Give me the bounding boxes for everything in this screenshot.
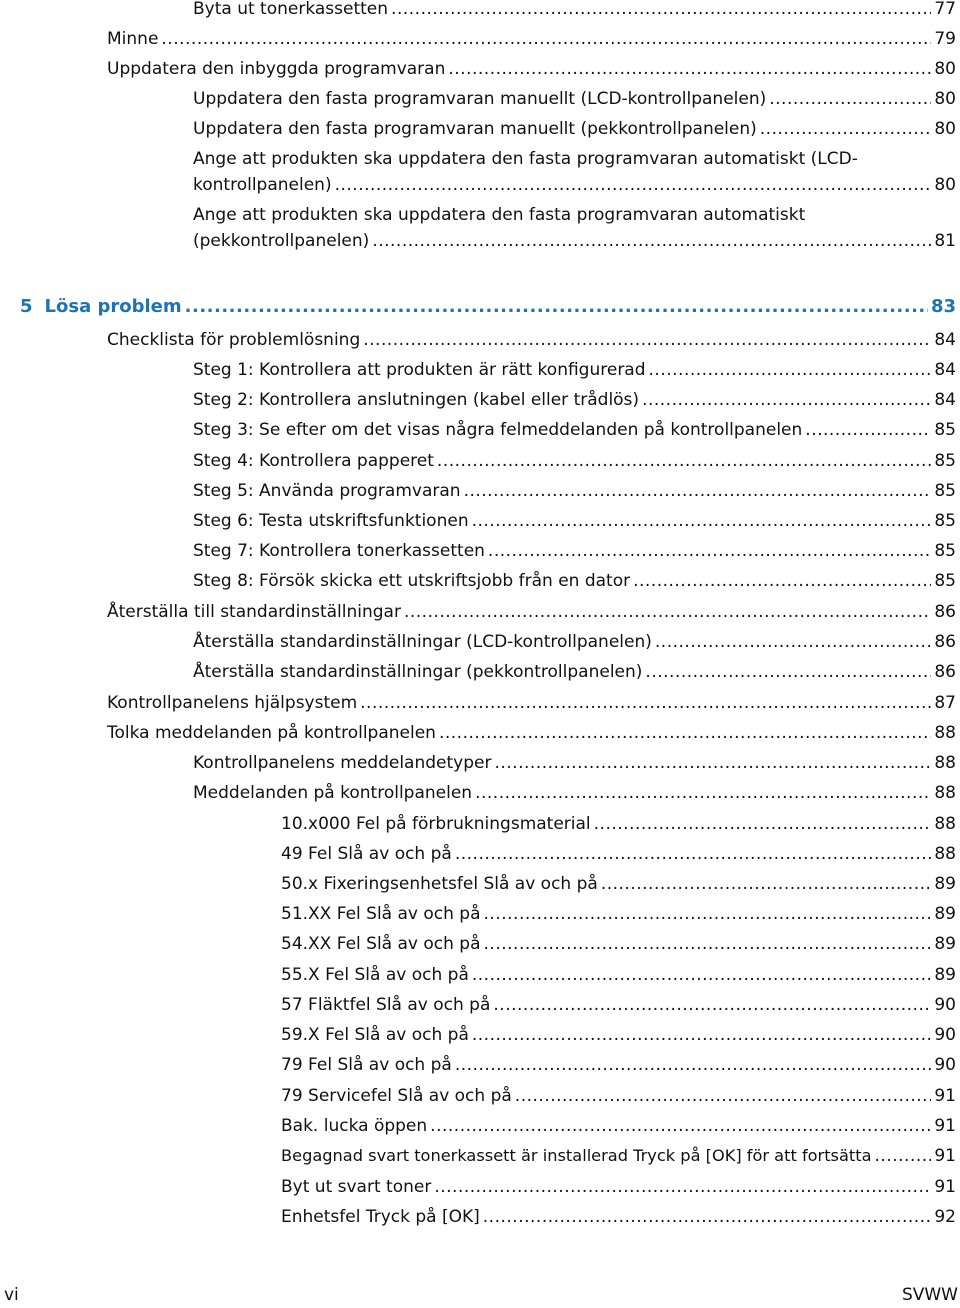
toc-entry[interactable] [193, 627, 956, 657]
toc-entry[interactable] [193, 114, 956, 144]
toc-leader-dots [464, 476, 932, 506]
toc-leader-dots [430, 1111, 931, 1141]
toc-leader-dots [363, 325, 931, 355]
toc-page-number: 88 [934, 783, 956, 803]
footer-page-number: vi [4, 1285, 19, 1305]
toc-entry[interactable] [281, 960, 956, 990]
toc-entry[interactable] [281, 869, 956, 899]
toc-page-number: 90 [934, 995, 956, 1015]
toc-entry[interactable] [193, 385, 956, 415]
toc-leader-dots [185, 292, 928, 322]
toc-page-number: 80 [934, 89, 956, 109]
toc-page-number: 89 [934, 874, 956, 894]
toc-leader-dots [760, 114, 932, 144]
toc-leader-dots [484, 929, 932, 959]
toc-page-number: 77 [934, 0, 956, 19]
toc-leader-dots [655, 627, 931, 657]
toc-entry[interactable] [107, 597, 956, 627]
toc-entry[interactable] [107, 24, 956, 54]
toc-entry-text: Steg 7: Kontrollera tonerkassetten [193, 541, 485, 561]
toc-entry[interactable] [281, 1172, 956, 1202]
toc-page-number: 85 [934, 541, 956, 561]
toc-entry[interactable] [193, 355, 956, 385]
toc-leader-dots [594, 809, 932, 839]
toc-entry-text: 54.XX Fel Slå av och på [281, 934, 481, 954]
toc-entry-text: (pekkontrollpanelen) [193, 231, 370, 251]
toc-leader-dots [437, 446, 931, 476]
toc-leader-dots [335, 170, 932, 200]
toc-leader-dots [391, 0, 931, 24]
toc-page-number: 87 [934, 693, 956, 713]
toc-page-number: 85 [934, 511, 956, 531]
toc-leader-dots [439, 718, 931, 748]
chapter-number: 5 [20, 296, 33, 317]
toc-page-number: 91 [934, 1116, 956, 1136]
toc-page-number: 86 [934, 602, 956, 622]
toc-entry[interactable] [107, 688, 956, 718]
toc-entry[interactable] [281, 1111, 956, 1141]
toc-page-number: 88 [934, 753, 956, 773]
toc-page-number: 80 [934, 59, 956, 79]
toc-entry[interactable] [107, 325, 956, 355]
toc-page-number: 85 [934, 481, 956, 501]
toc-entry-text: 55.X Fel Slå av och på [281, 965, 469, 985]
toc-leader-dots [649, 355, 932, 385]
toc-entry-text: Checklista för problemlösning [107, 330, 361, 350]
toc-entry-text: Steg 8: Försök skicka ett utskriftsjobb från en dator [193, 571, 631, 591]
toc-page-number: 89 [934, 965, 956, 985]
toc-entry[interactable] [193, 506, 956, 536]
toc-leader-dots [472, 1020, 931, 1050]
toc-leader-dots [484, 899, 932, 929]
toc-entry-text: 50.x Fixeringsenhetsfel Slå av och på [281, 874, 598, 894]
toc-leader-dots [455, 1050, 932, 1080]
toc-entry-text: Steg 3: Se efter om det visas några felmeddelanden på kontrollpanelen [193, 420, 803, 440]
toc-leader-dots [360, 688, 931, 718]
toc-page-number: 89 [934, 904, 956, 924]
toc-entry-text: Bak. lucka öppen [281, 1116, 428, 1136]
toc-page-number: 81 [934, 231, 956, 251]
toc-leader-dots [404, 597, 931, 627]
toc-leader-dots [493, 990, 931, 1020]
toc-entry-text: Steg 2: Kontrollera anslutningen (kabel eller trådlös) [193, 390, 640, 410]
toc-entry[interactable] [193, 748, 956, 778]
toc-page-number: 88 [934, 844, 956, 864]
toc-entry-text: Meddelanden på kontrollpanelen [193, 783, 473, 803]
toc-entry[interactable] [193, 536, 956, 566]
toc-page-number: 85 [934, 451, 956, 471]
toc-page-number: 92 [934, 1207, 956, 1227]
toc-page-number: 88 [934, 814, 956, 834]
toc-entry[interactable] [281, 990, 956, 1020]
toc-entry-text: 49 Fel Slå av och på [281, 844, 452, 864]
toc-chapter-heading[interactable] [20, 292, 956, 322]
toc-entry-text: Återställa standardinställningar (pekkontrollpanelen) [193, 662, 643, 682]
toc-entry-text: Steg 1: Kontrollera att produkten är rätt konfigurerad [193, 360, 646, 380]
toc-page-number: 89 [934, 934, 956, 954]
toc-entry-text: Enhetsfel Tryck på [OK] [281, 1207, 480, 1227]
toc-entry[interactable] [193, 778, 956, 808]
toc-entry[interactable] [193, 566, 956, 596]
toc-leader-dots [161, 24, 931, 54]
toc-entry-text: Lösa problem [44, 296, 182, 317]
toc-entry[interactable] [193, 226, 956, 256]
toc-entry-text: Tolka meddelanden på kontrollpanelen [107, 723, 436, 743]
toc-page-number: 85 [934, 420, 956, 440]
toc-entry-text: Byta ut tonerkassetten [193, 0, 389, 19]
toc-leader-dots [633, 566, 931, 596]
toc-page-number: 91 [934, 1177, 956, 1197]
toc-entry-text: Återställa till standardinställningar [107, 602, 401, 622]
footer-doc-code: SVWW [901, 1285, 958, 1305]
toc-page-number: 84 [934, 330, 956, 350]
toc-page-number: 85 [934, 571, 956, 591]
toc-entry-text: Återställa standardinställningar (LCD-kontrollpanelen) [193, 632, 652, 652]
toc-page-number: 80 [934, 119, 956, 139]
toc-entry-text: 79 Fel Slå av och på [281, 1055, 452, 1075]
toc-entry[interactable] [107, 718, 956, 748]
toc-entry-text: Kontrollpanelens hjälpsystem [107, 693, 358, 713]
toc-entry-text: Byt ut svart toner [281, 1177, 432, 1197]
toc-leader-dots [434, 1172, 931, 1202]
toc-page-number: 90 [934, 1025, 956, 1045]
toc-leader-dots [515, 1081, 932, 1111]
toc-entry-text: Uppdatera den inbyggda programvaran [107, 59, 446, 79]
toc-page-number: 83 [930, 296, 956, 317]
toc-leader-dots [642, 385, 931, 415]
toc-page-number: 91 [934, 1146, 956, 1166]
toc-entry-text: Steg 6: Testa utskriftsfunktionen [193, 511, 469, 531]
toc-entry-text: Uppdatera den fasta programvaran manuellt (pekkontrollpanelen) [193, 119, 757, 139]
toc-leader-dots [601, 869, 932, 899]
toc-entry[interactable] [193, 170, 956, 200]
toc-entry-text: Steg 4: Kontrollera papperet [193, 451, 434, 471]
toc-entry-text: Steg 5: Använda programvaran [193, 481, 461, 501]
toc-leader-dots [472, 960, 931, 990]
toc-page-number: 88 [934, 723, 956, 743]
toc-entry[interactable] [281, 839, 956, 869]
toc-entry-text: Begagnad svart tonerkassett är installerad Tryck på [OK] för att fortsätta [281, 1146, 872, 1165]
toc-entry[interactable] [281, 1141, 956, 1171]
toc-entry-text: 59.X Fel Slå av och på [281, 1025, 469, 1045]
toc-entry-text: 10.x000 Fel på förbrukningsmaterial [281, 814, 591, 834]
toc-leader-dots [475, 778, 931, 808]
toc-leader-dots [645, 657, 931, 687]
toc-entry[interactable] [281, 809, 956, 839]
toc-entry-text: 79 Servicefel Slå av och på [281, 1086, 512, 1106]
toc-leader-dots [488, 536, 931, 566]
toc-page-number: 86 [934, 632, 956, 652]
toc-leader-dots [483, 1202, 932, 1232]
toc-leader-dots [494, 748, 931, 778]
toc-leader-dots [372, 226, 931, 256]
toc-leader-dots [805, 415, 931, 445]
toc-page-number: 91 [934, 1086, 956, 1106]
toc-entry[interactable] [193, 446, 956, 476]
toc-entry-text: 51.XX Fel Slå av och på [281, 904, 481, 924]
toc-entry-text-line1[interactable]: Ange att produkten ska uppdatera den fasta programvaran automatiskt [193, 205, 806, 225]
toc-entry[interactable] [281, 1050, 956, 1080]
toc-leader-dots [472, 506, 932, 536]
toc-entry-text: Kontrollpanelens meddelandetyper [193, 753, 492, 773]
toc-entry[interactable] [281, 899, 956, 929]
toc-entry-text: Uppdatera den fasta programvaran manuellt (LCD-kontrollpanelen) [193, 89, 767, 109]
toc-entry[interactable] [281, 929, 956, 959]
toc-page-number: 84 [934, 360, 956, 380]
toc-entry-text: Minne [107, 29, 159, 49]
toc-entry[interactable] [193, 657, 956, 687]
toc-entry-text: kontrollpanelen) [193, 175, 332, 195]
toc-entry-text-line1[interactable]: Ange att produkten ska uppdatera den fasta programvaran automatiskt (LCD- [193, 149, 858, 169]
toc-page-number: 80 [934, 175, 956, 195]
toc-leader-dots [448, 54, 931, 84]
toc-page-number: 90 [934, 1055, 956, 1075]
toc-entry[interactable] [281, 1020, 956, 1050]
toc-entry[interactable] [193, 415, 956, 445]
toc-page-number: 86 [934, 662, 956, 682]
toc-entry[interactable] [193, 84, 956, 114]
toc-entry[interactable] [107, 54, 956, 84]
toc-entry[interactable] [281, 1202, 956, 1232]
toc-entry[interactable] [193, 476, 956, 506]
toc-leader-dots [875, 1141, 932, 1171]
toc-page-number: 84 [934, 390, 956, 410]
toc-entry[interactable] [281, 1081, 956, 1111]
toc-page-number: 79 [934, 29, 956, 49]
toc-entry[interactable] [193, 0, 956, 24]
toc-leader-dots [769, 84, 931, 114]
toc-leader-dots [455, 839, 932, 869]
toc-entry-text: 57 Fläktfel Slå av och på [281, 995, 491, 1015]
